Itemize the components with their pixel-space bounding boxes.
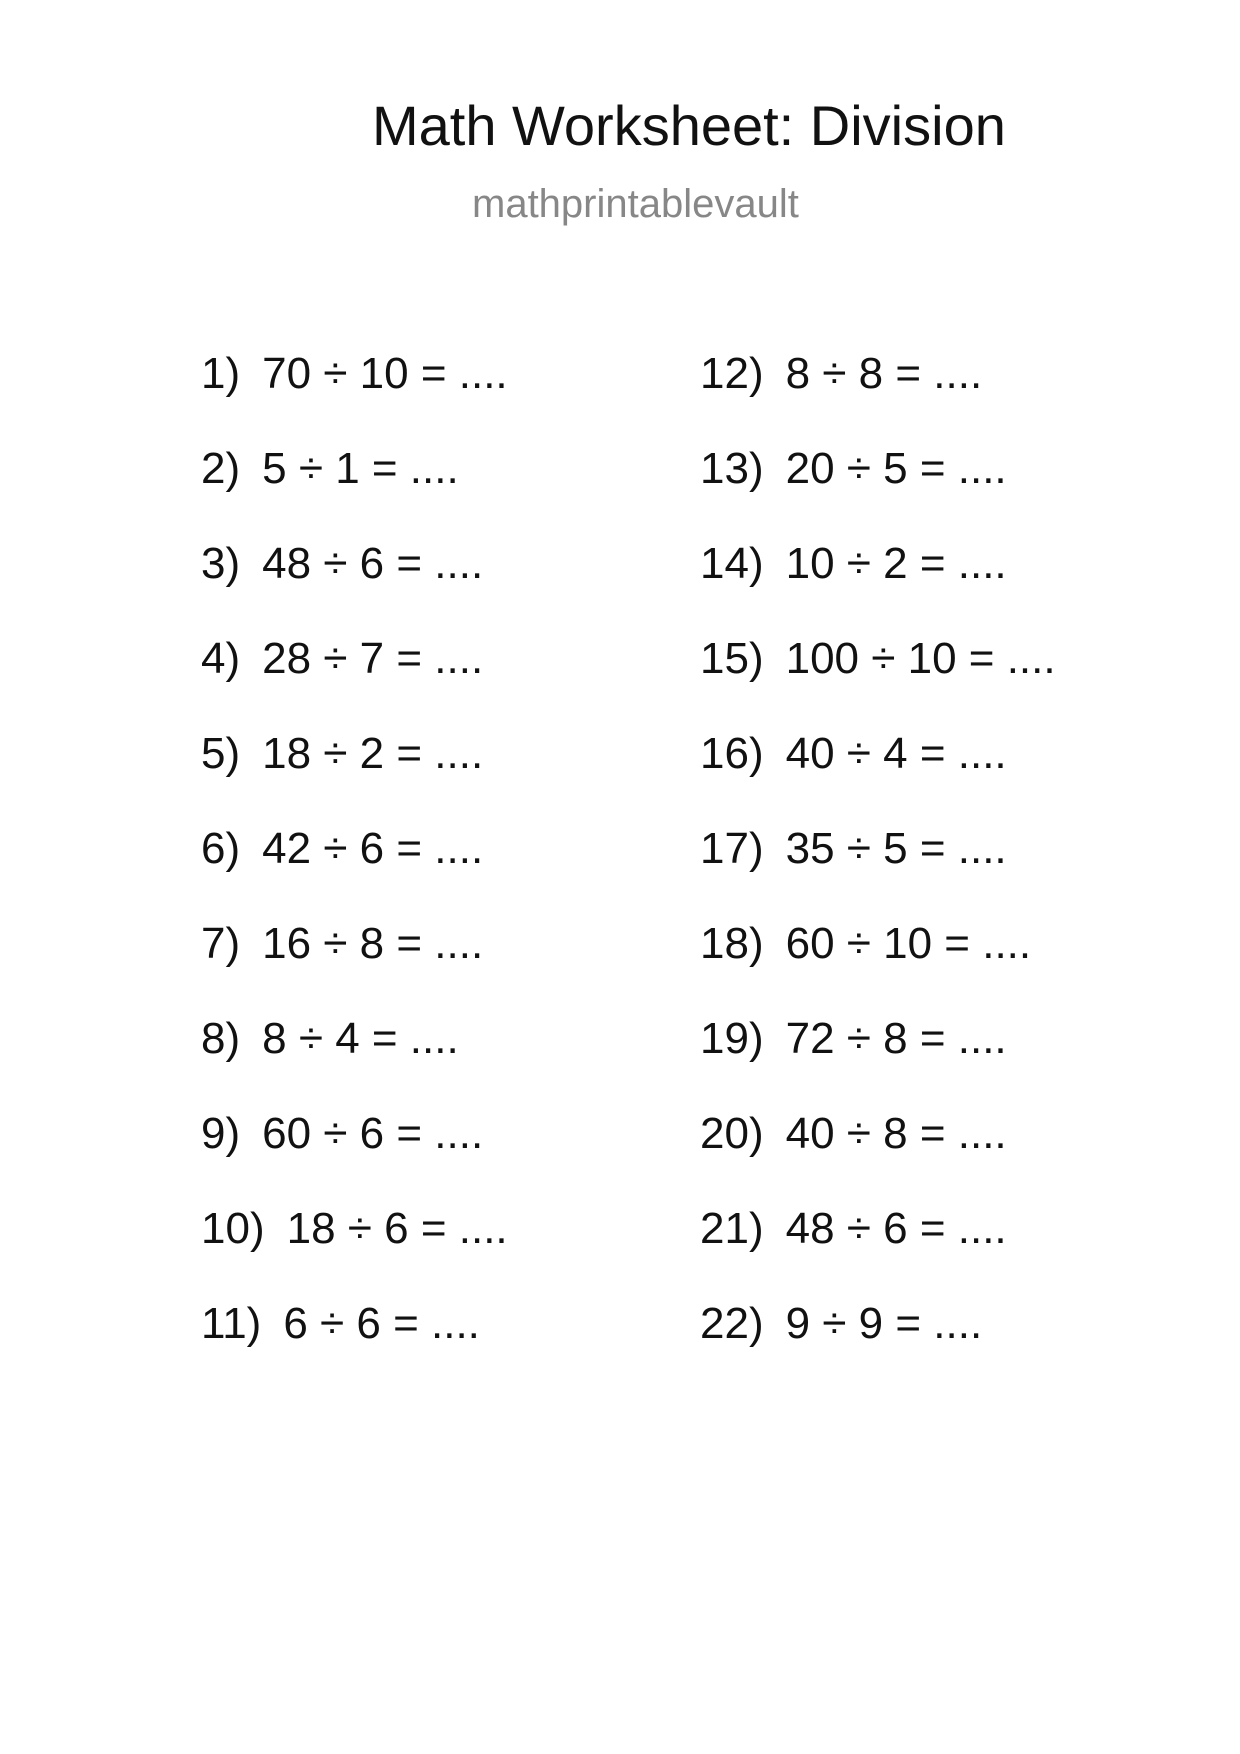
problem-expression: 16 ÷ 8 = ....	[262, 919, 484, 968]
problem-7	[201, 919, 701, 1017]
problem-number: 11)	[201, 1299, 262, 1348]
problem-expression: 72 ÷ 8 = ....	[785, 1014, 1007, 1063]
problem-expression: 18 ÷ 6 = ....	[286, 1204, 508, 1253]
problem-number: 3)	[201, 539, 241, 588]
problem-9	[201, 1109, 701, 1207]
problem-number: 13)	[700, 444, 764, 493]
problem-number: 16)	[700, 729, 764, 778]
problem-expression: 18 ÷ 2 = ....	[262, 729, 484, 778]
problem-number: 8)	[201, 1014, 241, 1063]
problem-16	[700, 729, 1200, 827]
problem-number: 12)	[700, 349, 764, 398]
problem-14	[700, 539, 1200, 637]
problem-number: 19)	[700, 1014, 764, 1063]
problem-expression: 20 ÷ 5 = ....	[785, 444, 1007, 493]
problem-number: 15)	[700, 634, 764, 683]
problem-expression: 48 ÷ 6 = ....	[785, 1204, 1007, 1253]
problem-number: 6)	[201, 824, 241, 873]
problem-8	[201, 1014, 701, 1112]
problem-expression: 70 ÷ 10 = ....	[262, 349, 508, 398]
problem-4	[201, 634, 701, 732]
problem-number: 7)	[201, 919, 241, 968]
problem-12	[700, 349, 1200, 447]
problem-number: 9)	[201, 1109, 241, 1158]
problem-22	[700, 1299, 1200, 1397]
problem-expression: 6 ÷ 6 = ....	[283, 1299, 480, 1348]
problem-17	[700, 824, 1200, 922]
problem-number: 14)	[700, 539, 764, 588]
problem-number: 18)	[700, 919, 764, 968]
problem-number: 1)	[201, 349, 241, 398]
problem-11	[201, 1299, 701, 1397]
right-problem-column	[700, 349, 1200, 1397]
problem-expression: 8 ÷ 4 = ....	[262, 1014, 459, 1063]
worksheet-title: Math Worksheet: Division	[372, 94, 1006, 157]
problem-expression: 100 ÷ 10 = ....	[785, 634, 1056, 683]
problem-expression: 40 ÷ 8 = ....	[785, 1109, 1007, 1158]
problem-13	[700, 444, 1200, 542]
problem-expression: 9 ÷ 9 = ....	[785, 1299, 983, 1348]
problem-3	[201, 539, 701, 637]
problem-expression: 35 ÷ 5 = ....	[785, 824, 1007, 873]
problem-number: 2)	[201, 444, 241, 493]
problem-expression: 40 ÷ 4 = ....	[785, 729, 1007, 778]
worksheet-subtitle: mathprintablevault	[472, 182, 799, 226]
problem-expression: 10 ÷ 2 = ....	[785, 539, 1007, 588]
problem-10	[201, 1204, 701, 1302]
problem-number: 4)	[201, 634, 241, 683]
problem-expression: 28 ÷ 7 = ....	[262, 634, 484, 683]
problem-expression: 5 ÷ 1 = ....	[262, 444, 459, 493]
problem-expression: 8 ÷ 8 = ....	[785, 349, 983, 398]
problem-number: 21)	[700, 1204, 764, 1253]
problem-18	[700, 919, 1200, 1017]
problem-15	[700, 634, 1200, 732]
problem-expression: 60 ÷ 10 = ....	[785, 919, 1032, 968]
problem-21	[700, 1204, 1200, 1302]
problem-number: 10)	[201, 1204, 265, 1253]
problem-19	[700, 1014, 1200, 1112]
problem-number: 22)	[700, 1299, 764, 1348]
problem-5	[201, 729, 701, 827]
problem-2	[201, 444, 701, 542]
problem-6	[201, 824, 701, 922]
problem-expression: 48 ÷ 6 = ....	[262, 539, 484, 588]
problem-number: 20)	[700, 1109, 764, 1158]
problem-expression: 42 ÷ 6 = ....	[262, 824, 484, 873]
problem-number: 17)	[700, 824, 764, 873]
problem-20	[700, 1109, 1200, 1207]
problem-number: 5)	[201, 729, 241, 778]
left-problem-column	[201, 349, 701, 1397]
problem-1	[201, 349, 701, 447]
problem-expression: 60 ÷ 6 = ....	[262, 1109, 484, 1158]
